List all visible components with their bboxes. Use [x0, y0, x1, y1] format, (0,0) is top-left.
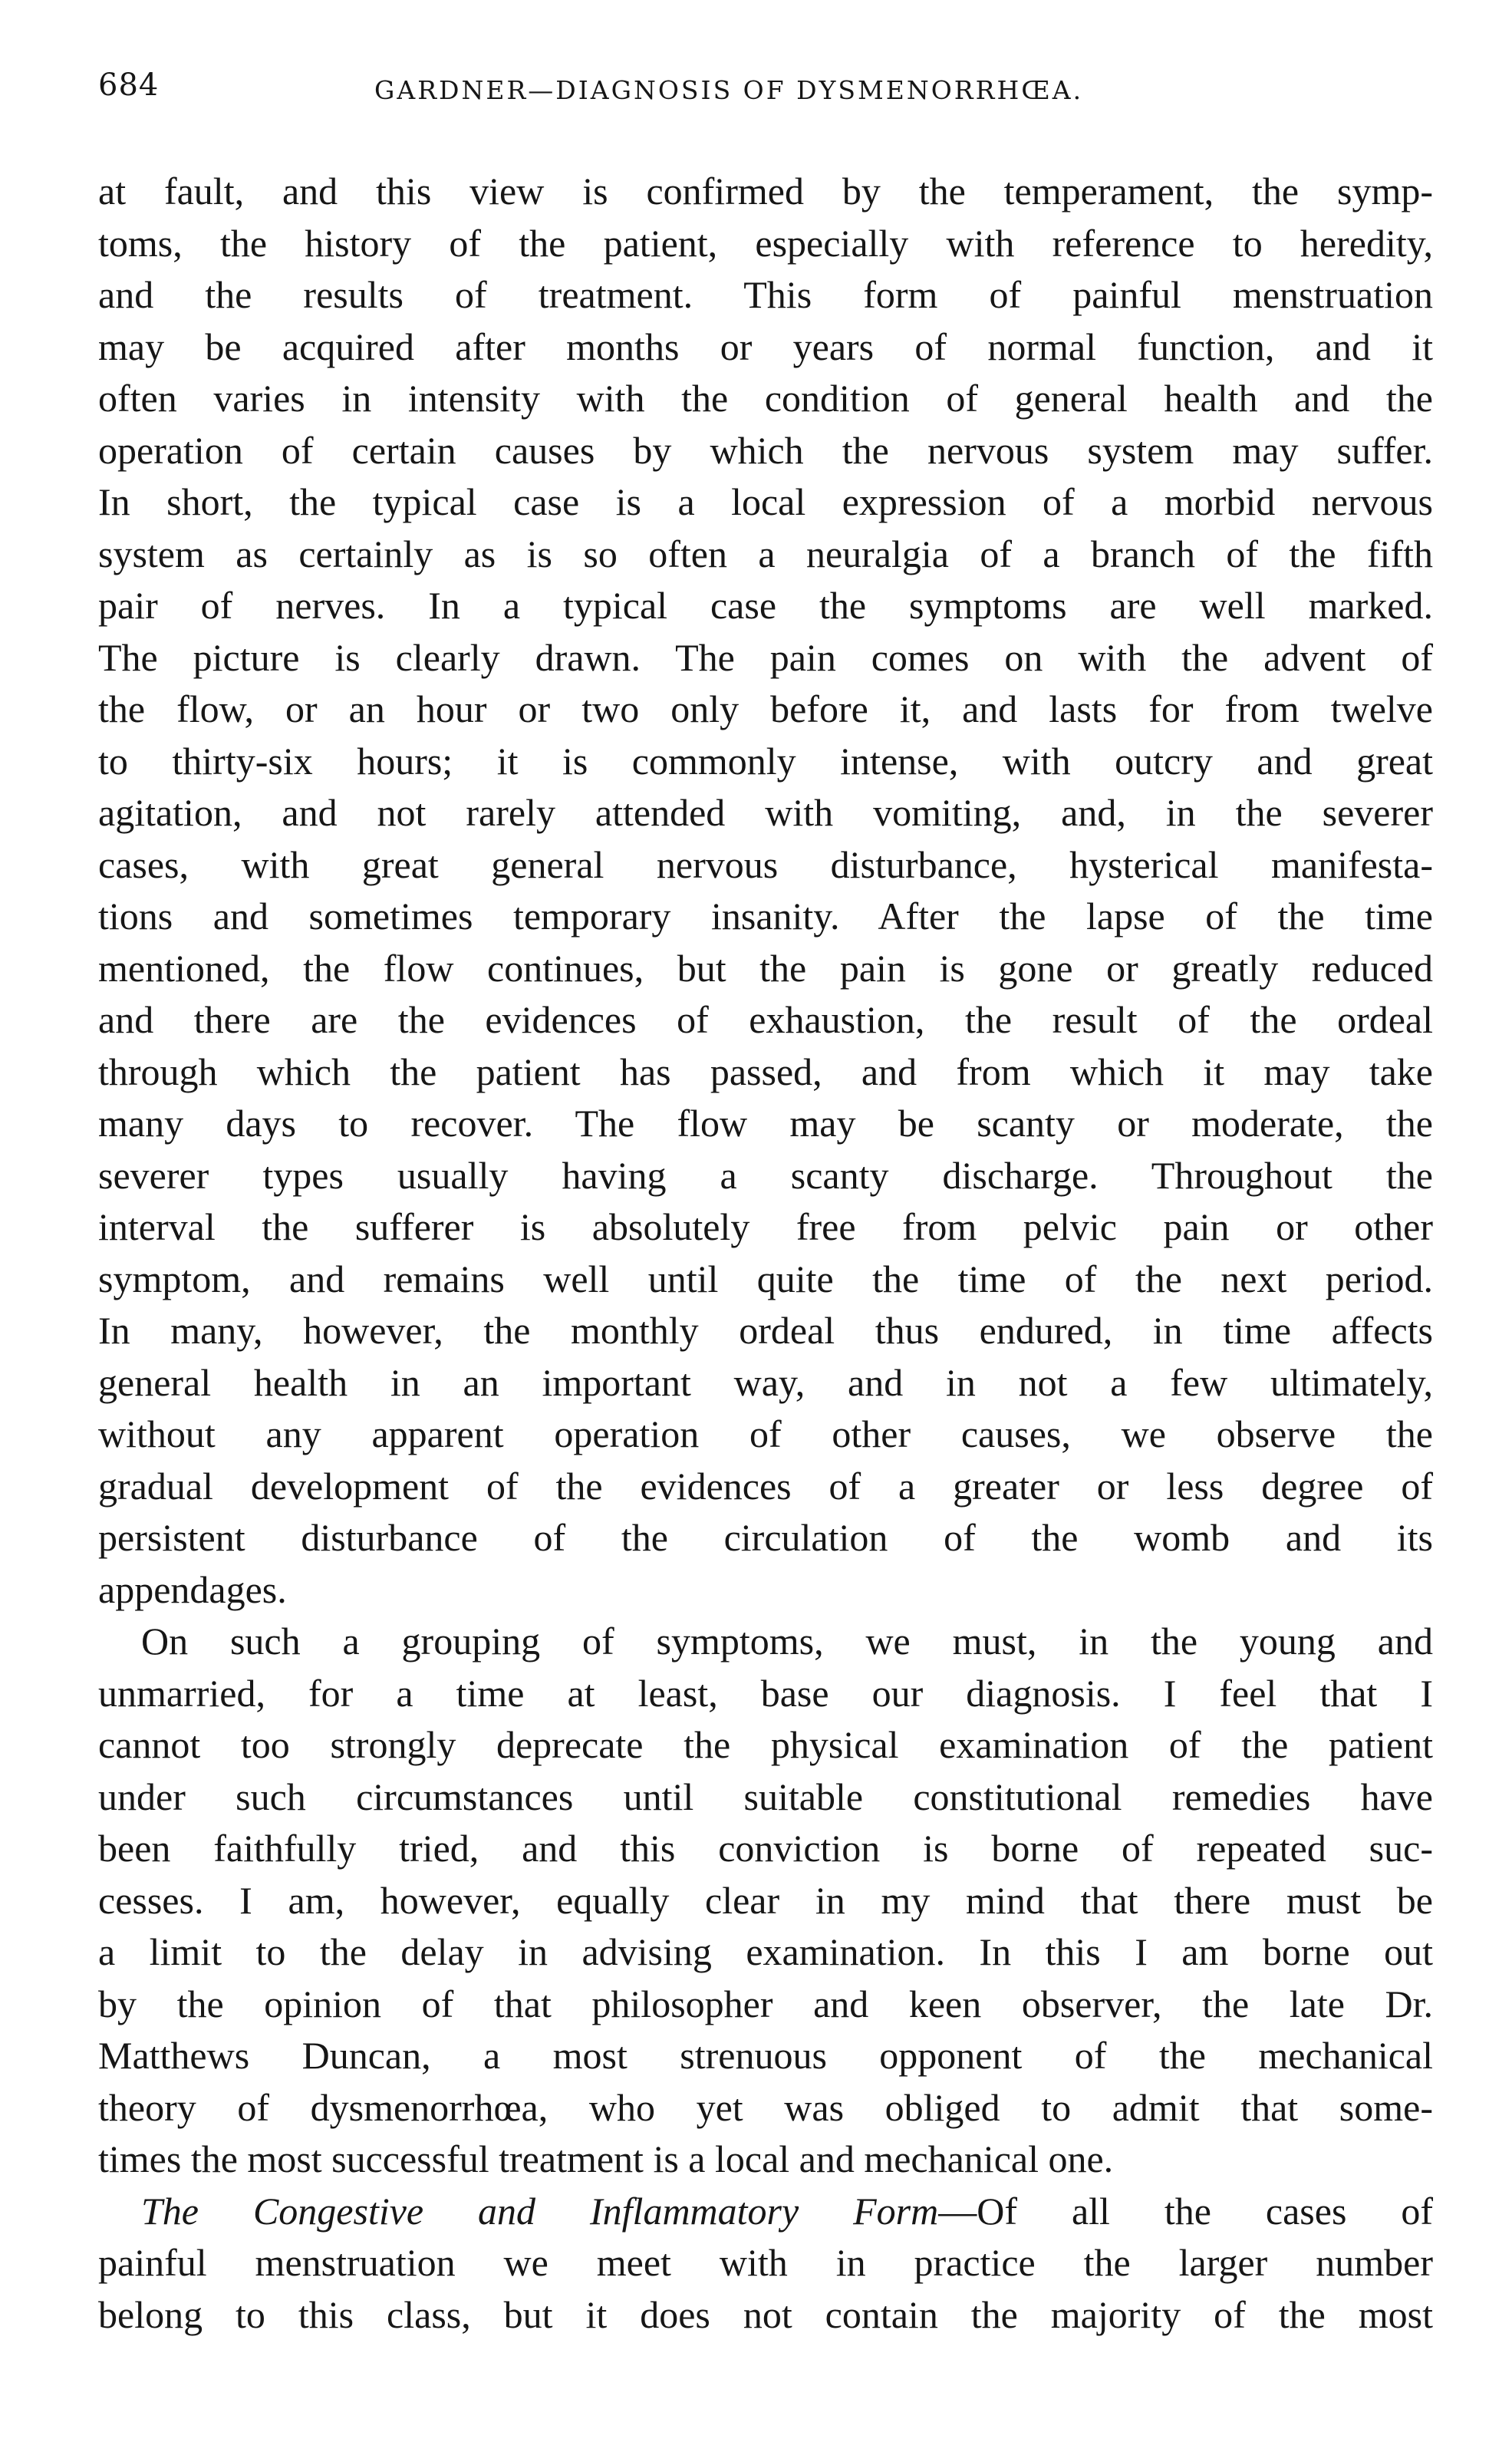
text-line: persistent disturbance of the circulation of the womb and its	[98, 1516, 1433, 1559]
text-line: through which the patient has passed, and from which it may take	[98, 1050, 1433, 1093]
text-line: On such a grouping of symptoms, we must, in the young and	[141, 1620, 1433, 1663]
text-line: and there are the evidences of exhaustion, the result of the ordeal	[98, 998, 1433, 1041]
text-line: gradual development of the evidences of a greater or less degree of	[98, 1464, 1433, 1508]
text-line: system as certainly as is so often a neuralgia of a branch of the fifth	[98, 532, 1433, 575]
text-line: without any apparent operation of other causes, we observe the	[98, 1412, 1433, 1455]
text-line: general health in an important way, and in not a few ultimately,	[98, 1360, 1433, 1404]
text-line: and the results of treatment. This form of painful menstruation	[98, 273, 1433, 316]
text-line: the flow, or an hour or two only before it, and lasts for from twelve	[98, 687, 1433, 730]
text-line: often varies in intensity with the condition of general health and the	[98, 377, 1433, 420]
text-line: The picture is clearly drawn. The pain comes on with the advent of	[98, 635, 1433, 679]
text-line: been faithfully tried, and this conviction is borne of repeated suc-	[98, 1827, 1433, 1870]
text-line: cesses. I am, however, equally clear in my mind that there must be	[98, 1878, 1433, 1922]
text-line: interval the sufferer is absolutely free from pelvic pain or other	[98, 1205, 1433, 1248]
text-line: Matthews Duncan, a most strenuous opponent of the mechanical	[98, 2034, 1433, 2077]
text-line: unmarried, for a time at least, base our diagnosis. I feel that I	[98, 1671, 1433, 1715]
text-line: a limit to the delay in advising examination. In this I am borne out	[98, 1930, 1433, 1973]
text-line: symptom, and remains well until quite the time of the next period.	[98, 1257, 1433, 1300]
text-line: appendages.	[98, 1567, 287, 1611]
text-line: severer types usually having a scanty discharge. Throughout the	[98, 1153, 1433, 1197]
text-line: cannot too strongly deprecate the physical examination of the patient	[98, 1723, 1433, 1766]
page-number: 684	[98, 68, 160, 103]
text-line: under such circumstances until suitable constitutional remedies have	[98, 1775, 1433, 1818]
text-line: mentioned, the flow continues, but the pain is gone or greatly reduced	[98, 946, 1433, 990]
section-lead-line	[98, 2186, 1433, 2238]
text-line: by the opinion of that philosopher and keen observer, the late Dr.	[98, 1982, 1433, 2025]
running-head: GARDNER—DIAGNOSIS OF DYSMENORRHŒA.	[374, 75, 1084, 105]
text-line: to thirty-six hours; it is commonly intense, with outcry and great	[98, 739, 1433, 783]
section-lead-text: —Of all the cases of	[938, 2189, 1433, 2233]
paragraph-2	[98, 1616, 1433, 2186]
section-heading: The Congestive and Inflammatory Form	[141, 2189, 939, 2233]
text-line: cases, with great general nervous disturbance, hysterical manifesta-	[98, 842, 1433, 886]
text-line: times the most successful treatment is a local and mechanical one.	[98, 2137, 1114, 2180]
page-header	[98, 68, 1433, 137]
text-line: pair of nerves. In a typical case the symptoms are well marked.	[98, 584, 1433, 627]
text-line: operation of certain causes by which the nervous system may suffer.	[98, 428, 1433, 472]
text-line: theory of dysmenorrhœa, who yet was obliged to admit that some-	[98, 2085, 1433, 2129]
text-line: many days to recover. The flow may be scanty or moderate, the	[98, 1102, 1433, 1145]
text-line: toms, the history of the patient, especially with reference to heredity,	[98, 221, 1433, 265]
text-line: at fault, and this view is confirmed by the temperament, the symp-	[98, 170, 1433, 213]
document-page	[98, 68, 1433, 2341]
paragraph-3	[98, 2186, 1433, 2341]
text-line: In short, the typical case is a local expression of a morbid nervous	[98, 480, 1433, 523]
text-line: painful menstruation we meet with in practice the larger number	[98, 2241, 1433, 2284]
text-line: tions and sometimes temporary insanity. After the lapse of the time	[98, 895, 1433, 938]
text-line: belong to this class, but it does not contain the majority of the most	[98, 2292, 1433, 2336]
body-text	[98, 166, 1433, 2341]
text-line: may be acquired after months or years of normal function, and it	[98, 325, 1433, 368]
text-line: agitation, and not rarely attended with vomiting, and, in the severer	[98, 791, 1433, 834]
text-line: In many, however, the monthly ordeal thus endured, in time affects	[98, 1309, 1433, 1352]
paragraph-1	[98, 166, 1433, 1616]
